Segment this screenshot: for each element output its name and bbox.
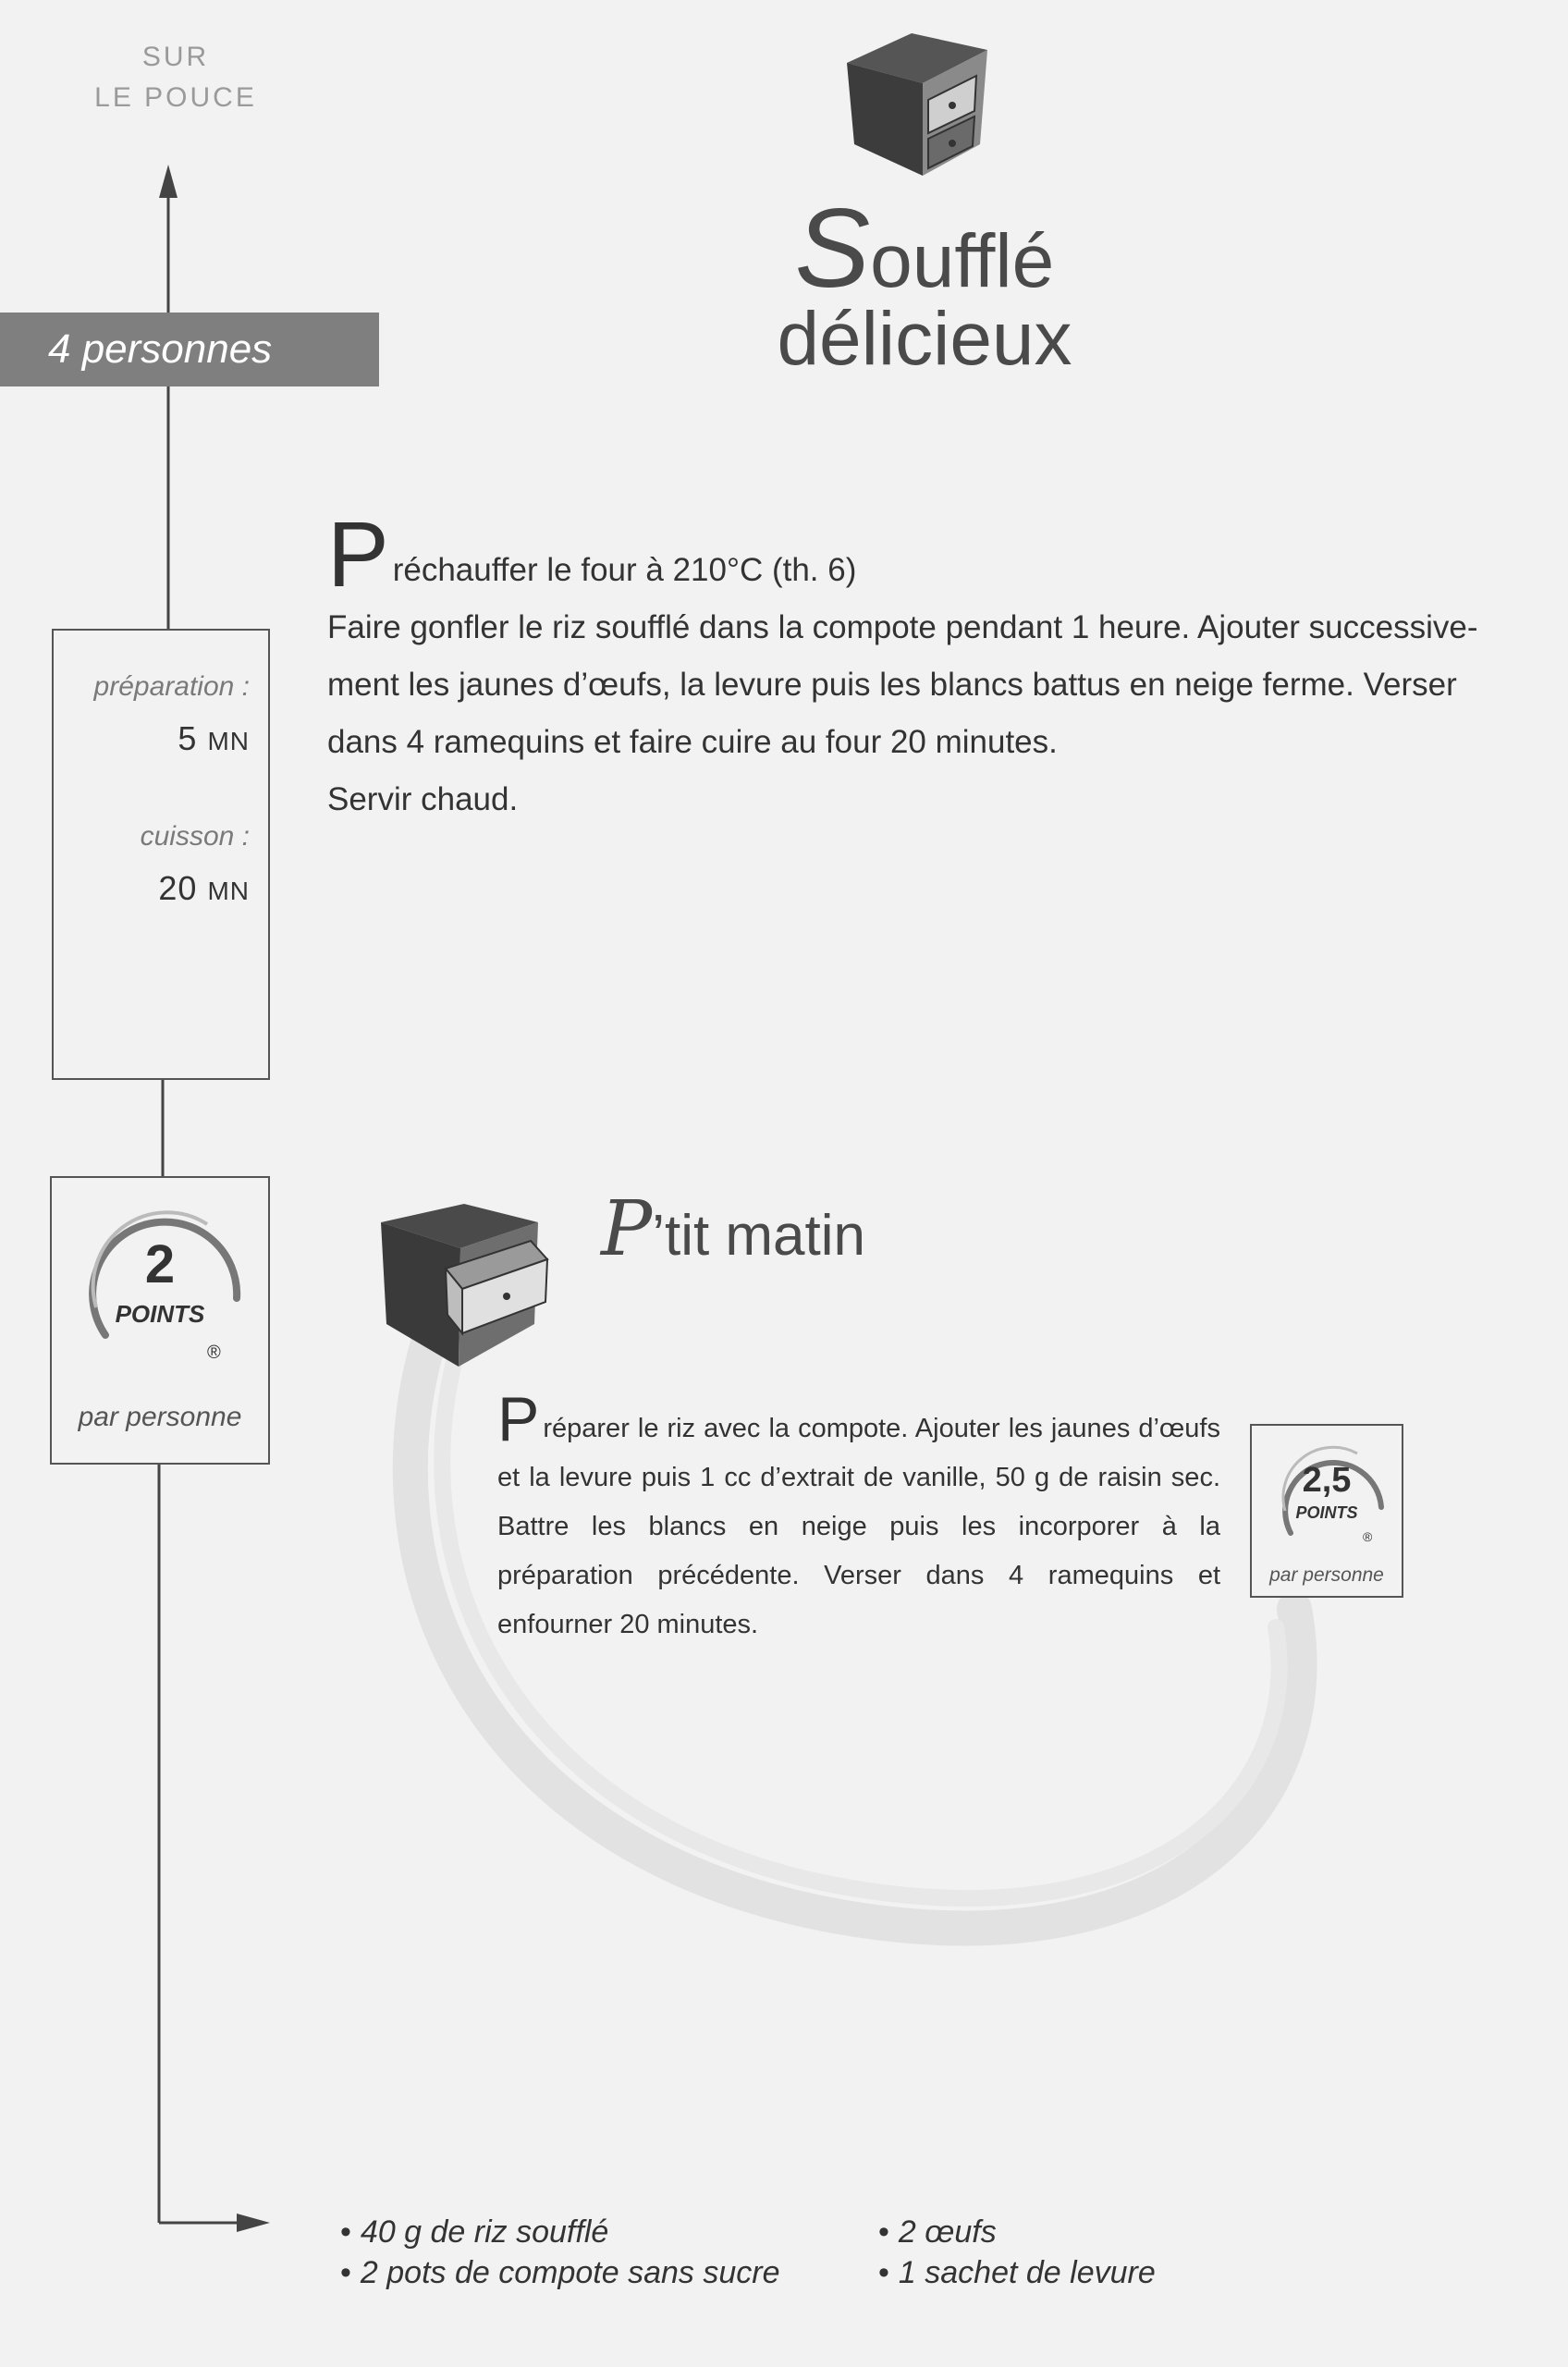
variant-title bbox=[601, 1185, 989, 1273]
ingredient-item: • 1 sachet de levure bbox=[878, 2255, 1156, 2290]
variant-title-initial: P bbox=[601, 1185, 653, 1273]
recipe-title-line-2: délicieux bbox=[777, 297, 1072, 381]
recipe-title-initial: S bbox=[794, 185, 871, 311]
ingredients-col-2 bbox=[878, 2212, 1156, 2293]
section-line-2: LE POUCE bbox=[94, 82, 257, 113]
variant-dropcap: P bbox=[497, 1384, 540, 1454]
section-line-1: SUR bbox=[141, 42, 210, 72]
recipe-title-rest: oufflé bbox=[870, 219, 1055, 303]
arrow-up-icon bbox=[159, 165, 178, 198]
drawer-cabinet-icon bbox=[832, 26, 998, 183]
servings-band: 4 personnes bbox=[0, 313, 379, 386]
variant-points-label: POINTS bbox=[1295, 1503, 1358, 1522]
variant-points-badge bbox=[1250, 1424, 1403, 1598]
variant-points-value: 2,5 bbox=[1302, 1461, 1352, 1500]
open-drawer-cabinet-icon bbox=[372, 1185, 557, 1370]
prep-number: 5 bbox=[178, 719, 198, 757]
prep-label: préparation : bbox=[93, 671, 250, 702]
recipe-title bbox=[730, 185, 1119, 381]
variant-text bbox=[497, 1384, 1220, 1650]
prep-unit: MN bbox=[207, 727, 250, 755]
instruction-step-4: dans 4 ramequins et faire cuire au four 20 minutes. bbox=[327, 724, 1058, 760]
ingredient-text: 2 œufs bbox=[898, 2214, 997, 2250]
instruction-step-5: Servir chaud. bbox=[327, 781, 519, 817]
cook-unit: MN bbox=[207, 877, 250, 905]
instruction-dropcap: P bbox=[327, 503, 389, 607]
ingredient-item: • 40 g de riz soufflé bbox=[340, 2214, 609, 2250]
recipe-instructions bbox=[327, 503, 1520, 828]
instruction-step-2: Faire gonfler le riz soufflé dans la compote pendant 1 heure. Ajouter successive- bbox=[327, 609, 1478, 645]
ingredient-item: • 2 œufs bbox=[878, 2214, 997, 2250]
ingredient-text: 2 pots de compote sans sucre bbox=[360, 2255, 780, 2290]
points-value: 2 bbox=[144, 1234, 176, 1294]
points-badge bbox=[50, 1176, 270, 1465]
points-label: POINTS bbox=[115, 1300, 205, 1328]
section-label bbox=[83, 37, 268, 118]
ingredients-col-1 bbox=[340, 2212, 780, 2293]
variant-points-per-person: par personne bbox=[1269, 1564, 1384, 1586]
points-mark: ® bbox=[207, 1343, 221, 1363]
instruction-step-1: réchauffer le four à 210°C (th. 6) bbox=[392, 552, 857, 588]
instruction-line-1 bbox=[327, 503, 1520, 607]
cook-value bbox=[54, 869, 250, 908]
variant-points-mark: ® bbox=[1363, 1529, 1373, 1544]
time-box bbox=[52, 629, 270, 1080]
recipe-title-line-1 bbox=[730, 185, 1119, 311]
cook-label: cuisson : bbox=[140, 821, 250, 852]
variant-title-rest: ’tit matin bbox=[652, 1204, 866, 1268]
ingredient-text: 1 sachet de levure bbox=[898, 2255, 1156, 2290]
cook-number: 20 bbox=[158, 869, 198, 907]
ingredient-text: 40 g de riz soufflé bbox=[360, 2214, 609, 2250]
variant-body: réparer le riz avec la compote. Ajouter les jaunes d’œufs et la levure puis 1 cc d’extrait de vanille, 50 g de raisin sec. Battre les blancs en neige puis les incorporer à la préparation précédente. Verser dans 4 ramequins et enfourner 20 minutes. bbox=[497, 1414, 1220, 1639]
prep-value bbox=[54, 719, 250, 758]
arrow-right-icon bbox=[237, 2214, 270, 2232]
ingredient-item: • 2 pots de compote sans sucre bbox=[340, 2255, 780, 2290]
points-per-person: par personne bbox=[78, 1402, 242, 1432]
instruction-step-3: ment les jaunes d’œufs, la levure puis les blancs battus en neige ferme. Verser bbox=[327, 667, 1457, 703]
